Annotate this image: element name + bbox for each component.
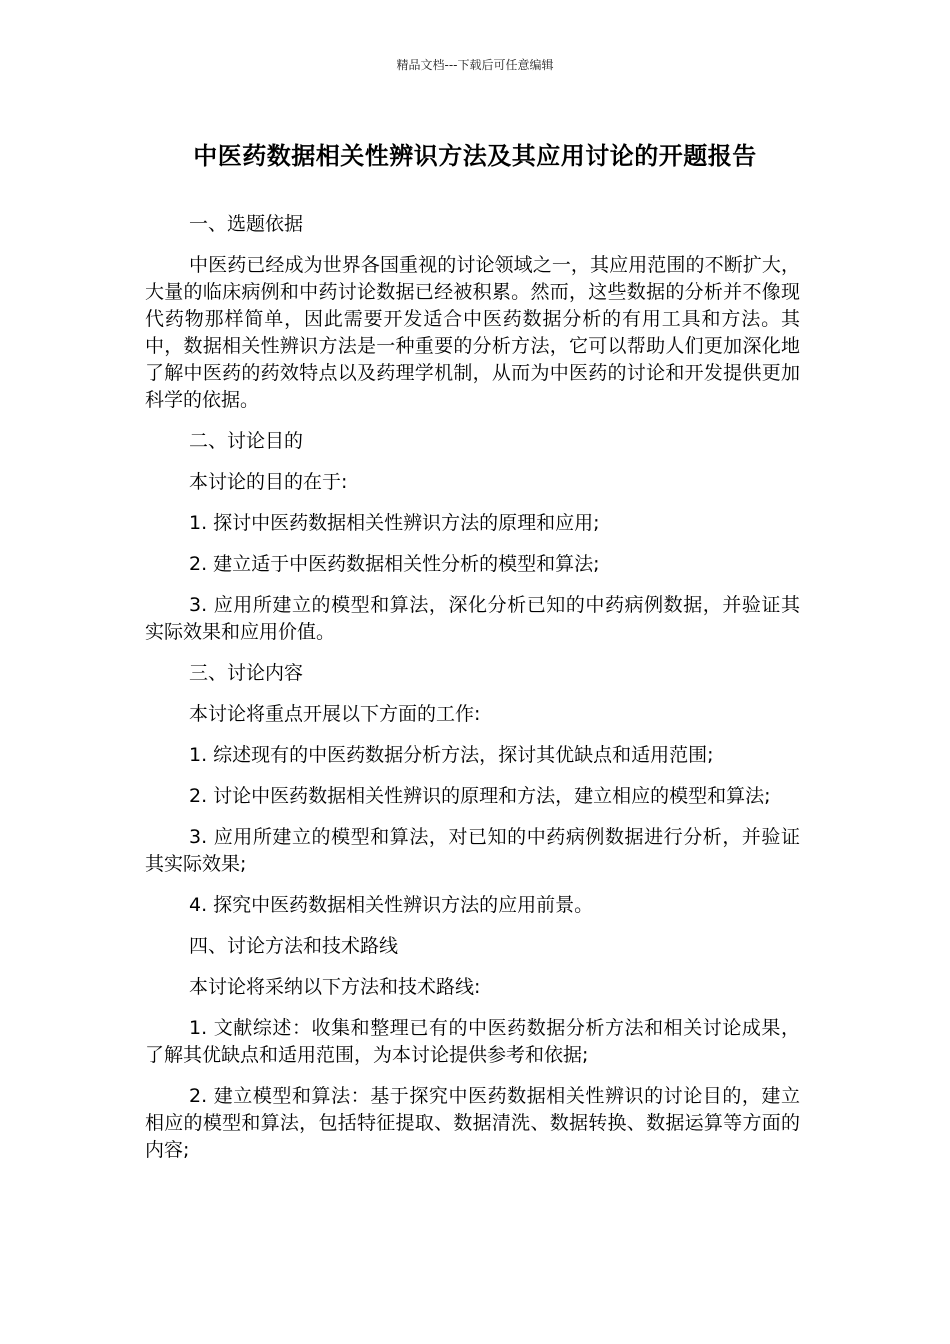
list-item-purpose-1: 1. 探讨中医药数据相关性辨识方法的原理和应用; — [189, 512, 600, 534]
paragraph-content-intro: 本讨论将重点开展以下方面的工作: — [189, 703, 481, 725]
list-item-purpose-3: 3. 应用所建立的模型和算法，深化分析已知的中药病例数据，并验证其实际效果和应用价值。 — [145, 594, 800, 643]
list-item-content-1: 1. 综述现有的中医药数据分析方法，探讨其优缺点和适用范围; — [189, 744, 714, 766]
paragraph-purpose-intro: 本讨论的目的在于: — [189, 471, 348, 493]
document-body — [145, 211, 800, 1178]
list-item-purpose-2: 2. 建立适于中医药数据相关性分析的模型和算法; — [189, 553, 600, 575]
document-title: 中医药数据相关性辨识方法及其应用讨论的开题报告 — [193, 142, 757, 170]
section-heading-content: 三、讨论内容 — [189, 662, 304, 684]
list-item-methods-2: 2. 建立模型和算法：基于探究中医药数据相关性辨识的讨论目的，建立相应的模型和算法，包括特征提取、数据清洗、数据转换、数据运算等方面的内容; — [145, 1085, 800, 1161]
section-heading-methods: 四、讨论方法和技术路线 — [189, 935, 399, 957]
list-item-methods-1: 1. 文献综述：收集和整理已有的中医药数据分析方法和相关讨论成果，了解其优缺点和适用范围，为本讨论提供参考和依据; — [145, 1017, 800, 1066]
list-item-content-4: 4. 探究中医药数据相关性辨识方法的应用前景。 — [189, 894, 594, 916]
list-item-content-3: 3. 应用所建立的模型和算法，对已知的中药病例数据进行分析，并验证其实际效果; — [145, 826, 800, 875]
section-heading-basis: 一、选题依据 — [189, 213, 304, 235]
paragraph-methods-intro: 本讨论将采纳以下方法和技术路线: — [189, 976, 481, 998]
list-item-content-2: 2. 讨论中医药数据相关性辨识的原理和方法，建立相应的模型和算法; — [189, 785, 771, 807]
paragraph-basis: 中医药已经成为世界各国重视的讨论领域之一，其应用范围的不断扩大，大量的临床病例和中药讨论数据已经被积累。然而，这些数据的分析并不像现代药物那样简单，因此需要开发适合中医药数据分析的有用工具和方法。其中，数据相关性辨识方法是一种重要的分析方法，它可以帮助人们更加深化地了解中医药的药效特点以及药理学机制，从而为中医药的讨论和开发提供更加科学的依据。 — [145, 254, 800, 411]
section-heading-purpose: 二、讨论目的 — [189, 430, 304, 452]
page-header: 精品文档---下载后可任意编辑 — [396, 58, 554, 72]
